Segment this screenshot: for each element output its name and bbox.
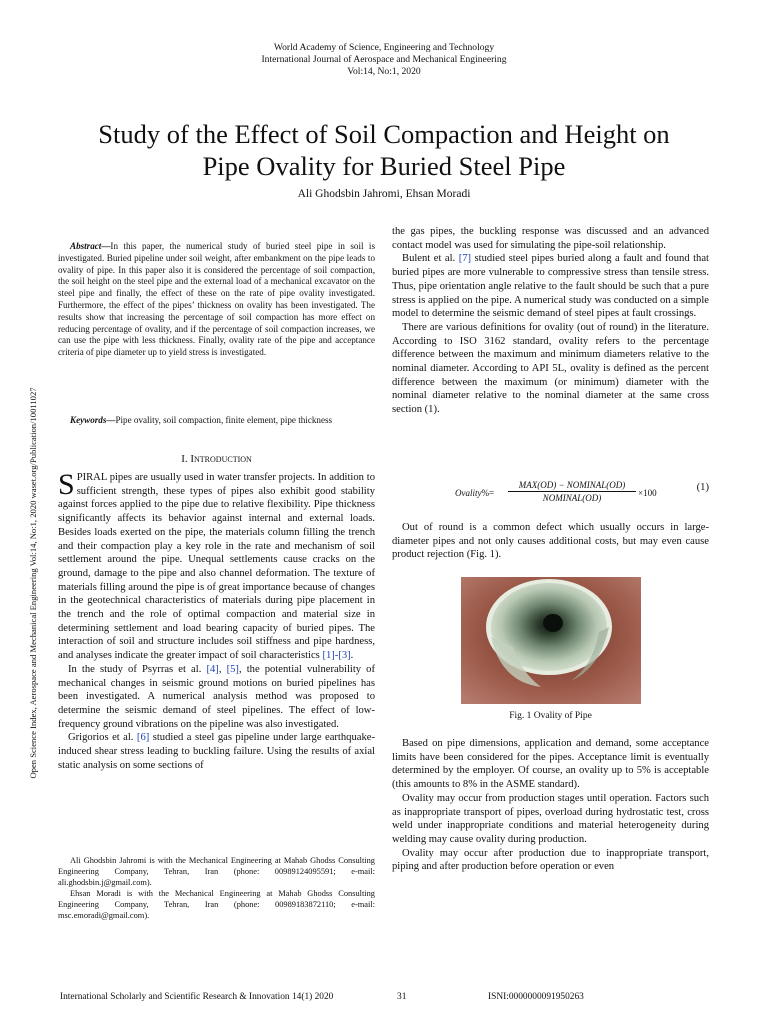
abstract-text: In this paper, the numerical study of buried steel pipe in soil is investigated. Buried pipeline under soil weight, after embankment on the pipe leads to ovality of pipe. In this paper also it is considered the percentage of soil compaction, the soil height on the steel pipe and the external load of a mechanical excavator on the steel pipe and finally, the effect of these on the rate of pipe ovality investigated. Furthermore, the effect of the pipes’ thickness on ovality has been investigated. The results show that increasing the percentage of soil compaction has more effect on reducing percentage of ovality, and if the percentage of soil compaction increases, we can use the pipe with less thickness. Finally, ovality rate of the pipe and acceptance criteria of pipe diameter up to yield stress is investigated.	[58, 241, 375, 358]
equation-denominator: NOMINAL(OD)	[542, 493, 602, 503]
citation-link[interactable]: [6]	[136, 732, 150, 744]
section-heading-introduction: I. Introduction	[181, 453, 252, 465]
citation-link[interactable]: [5]	[226, 663, 239, 675]
left-column-body: SPIRAL pipes are usually used in water transfer projects. In addition to sufficient strength, these types of pipes also exhibit good stability against forces applied to the pipe due to relative flexibility. Pipe thickness significantly affects its behavior against internal and external loads. Besides loads exerted on the pipe, the materials column filling the trench and their compaction play a key role in the rate and mechanism of soil settlement around the pipe. Unequal settlements cause cracks on the ground, damage to the pipe and also channel deformation. The texture of materials filling around the pipe is of great importance because of changes in the geotechnical characteristics of materials during pipe placement in the trench and the role of optimal compaction and material size in determining settlement and load bearing capacity of buried pipes. The interaction of soil and structure includes soil stiffness and pipe hardness, and analyses indicate the greater impact of soil characteristics [1]-[3]. In the study of Psyrras et al. [4], [5], the potential vulnerability of mechanical changes in seismic ground motions on buried pipelines has been investigated. A numerical analysis method was proposed to determine the seismic demand of steel pipelines. The effect of low-frequency ground vibrations on the pipeline was also investigated. Grigorios et al. [6] studied a steel gas pipeline under large earthquake-induced shear stress leading to buckling failure. Using the results of axial static analysis on some sections of	[58, 468, 376, 771]
journal-name: International Journal of Aerospace and Mechanical Engineering	[261, 54, 507, 65]
footer-publisher: International Scholarly and Scientific Research & Innovation 14(1) 2020	[60, 992, 334, 1002]
side-index-text: Open Science Index, Aerospace and Mechanical Engineering Vol:14, No:1, 2020 waset.org/Publication/10011027	[28, 387, 38, 779]
right-column-body-top: the gas pipes, the buckling response was discussed and an advanced contact model was used for simulating the pipe-soil relationship. Bulent et al. [7] studied steel pipes buried along a fault and found that buried pipes are more vulnerable to compressive stress than tensile stress. Thus, pipe orientation angle relative to the fault should be such that a pure stress is applied on the pipe. A numerical study was conducted on a simple model to determine the seismic demand of steel pipes at fault crossings. There are various definitions for ovality (out of round) in the literature. According to ISO 3162 standard, ovality refers to the percentage difference between the maximum and minimum diameters relative to the nominal diameter. According to API 5L, ovality is defined as the percent difference between the maximum (or minimum) diameter with the nominal diameter relative to the nominal diameter at the same cross section (1).	[392, 226, 709, 416]
paper-authors: Ali Ghodsbin Jahromi, Ehsan Moradi	[297, 188, 471, 200]
abstract: Abstract—In this paper, the numerical study of buried steel pipe in soil is investigated. Buried pipeline under soil weight, after embankment on the pipe leads to ovality of pipe. In this paper also it is considered the percentage of soil compaction, the soil height on the steel pipe and the external load of a mechanical excavator on the steel pipe and finally, the effect of these on the rate of pipe ovality investigated. Furthermore, the effect of the pipes’ thickness on ovality has been investigated. The results show that increasing the percentage of soil compaction has more effect on reducing percentage of ovality, and if the percentage of soil compaction increases, we can use the pipe with less thickness. Finally, ovality rate of the pipe and acceptance criteria of pipe diameter up to yield stress is investigated.	[58, 241, 375, 358]
keywords-text: Pipe ovality, soil compaction, finite element, pipe thickness	[115, 415, 333, 425]
footnote: Ehsan Moradi is with the Mechanical Engineering at Mahab Ghodss Consulting Engineering Company, Tehran, Iran (phone: 00989183872110; e-mail: msc.emoradi@gmail.com).	[58, 889, 375, 920]
drop-cap: S	[58, 468, 75, 501]
right-column-body-bottom: Based on pipe dimensions, application and demand, some acceptance limits have been considered for the pipes. Acceptance limit is eventually determined by the employer. Of course, an ovality up to 5% is acceptable (this amounts to 8% in the ASME standard). Ovality may occur from production stages until operation. Factors such as inappropriate transport of pipes, overload during hydrostatic test, cross weld under inappropriate conditions and material heterogeneity during welding may cause ovality during production. Ovality may occur after production due to inappropriate transport, piping and after production before operation or even	[392, 738, 709, 873]
figure-caption: Fig. 1 Ovality of Pipe	[509, 711, 592, 721]
keywords: Keywords—Pipe ovality, soil compaction, finite element, pipe thickness	[70, 415, 333, 425]
footer-isni: ISNI:0000000091950263	[488, 992, 584, 1002]
footnote: Ali Ghodsbin Jahromi is with the Mechanical Engineering at Mahab Ghodss Consulting Engineering Company, Tehran, Iran (phone: 00989124095591; e-mail: ali.ghodsbin.j@gmail.com).	[58, 856, 375, 887]
citation-link[interactable]: [4]	[206, 663, 219, 675]
pipe-ovality-photo	[461, 577, 641, 704]
equation-ovality: Ovality%= MAX(OD) − NOMINAL(OD) NOMINAL(OD) ×100 (1)	[455, 480, 709, 503]
equation-number: (1)	[696, 482, 709, 493]
right-column-body-middle: Out of round is a common defect which usually occurs in large-diameter pipes and not only causes additional costs, but may even cause product rejection (Fig. 1).	[392, 522, 709, 561]
journal-header	[0, 42, 768, 78]
journal-volume: Vol:14, No:1, 2020	[347, 66, 421, 77]
keywords-label: Keywords	[70, 415, 107, 425]
citation-link[interactable]: [1]-[3]	[322, 650, 351, 662]
paper-title: Study of the Effect of Soil Compaction and Height on Pipe Ovality for Buried Steel Pipe	[98, 119, 670, 181]
citation-link[interactable]: [7]	[458, 253, 472, 265]
journal-publisher: World Academy of Science, Engineering and Technology	[273, 42, 495, 53]
equation-numerator: MAX(OD) − NOMINAL(OD)	[518, 480, 626, 490]
abstract-label: Abstract	[70, 241, 102, 251]
author-footnotes	[58, 855, 375, 921]
page-number: 31	[397, 992, 407, 1002]
